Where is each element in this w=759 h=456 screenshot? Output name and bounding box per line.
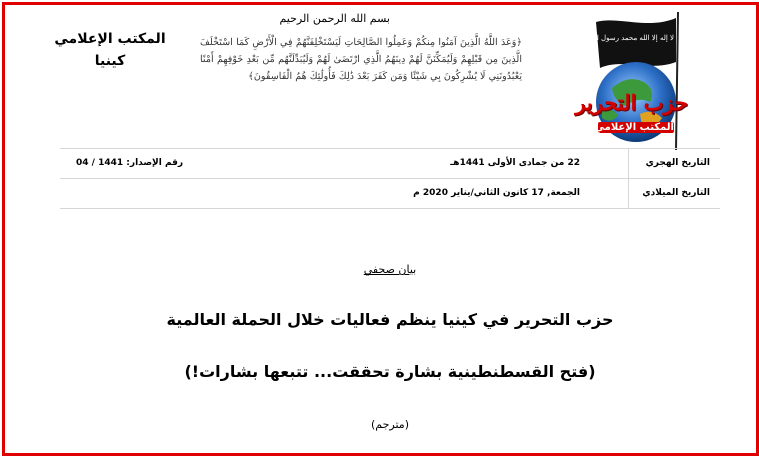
document-type: بيان صحفي <box>363 263 417 276</box>
meta-divider-top <box>60 148 720 149</box>
translated-note: (مترجم) <box>371 418 409 431</box>
gregorian-label: التاريخ الميلادي <box>642 188 710 198</box>
logo-name: حزب التحرير <box>575 90 688 115</box>
logo-subtitle: المكتب الإعلامي <box>594 122 674 133</box>
hizb-logo <box>575 10 688 150</box>
media-office-label <box>40 28 180 72</box>
office-country: كينيا <box>94 53 126 69</box>
hijri-label: التاريخ الهجري <box>645 158 710 168</box>
sub-headline: (فتح القسطنطينية بشارة تحققت... تتبعها بشارات!) <box>184 362 596 381</box>
headline: حزب التحرير في كينيا ينظم فعاليات خلال الحملة العالمية <box>166 310 614 329</box>
office-title: المكتب الإعلامي <box>54 31 166 47</box>
bismillah-calligraphy: بسم الله الرحمن الرحيم <box>279 12 390 25</box>
meta-divider-bottom <box>60 208 720 209</box>
quran-verse: ﴿وَعَدَ اللَّهُ الَّذِينَ آمَنُوا مِنكُمْ وَعَمِلُوا الصَّالِحَاتِ لَيَسْتَخْلِفَنَّهُمْ فِي الْأَرْضِ كَمَا اسْتَخْلَفَ الَّذِينَ مِن قَبْلِهِمْ وَلَيُمَكِّنَنَّ لَهُمْ دِينَهُمُ الَّذِي ارْتَضَىٰ لَهُمْ وَلَيُبَدِّلَنَّهُم مِّن بَعْدِ خَوْفِهِمْ أَمْنًا يَعْبُدُونَنِي لَا يُشْرِكُونَ بِي شَيْئًا وَمَن كَفَرَ بَعْدَ ذَٰلِكَ فَأُولَٰئِكَ هُمُ الْفَاسِقُونَ﴾ <box>200 37 522 82</box>
meta-row-gregorian <box>60 182 720 206</box>
black-flag <box>588 18 676 68</box>
issue-number: رقم الإصدار: 1441 / 04 <box>76 158 184 168</box>
gregorian-value: الجمعة, 17 كانون الثاني/يناير 2020 م <box>413 188 580 198</box>
meta-divider-mid <box>60 178 720 179</box>
hijri-value: 22 من جمادى الأولى 1441هـ <box>450 158 580 168</box>
meta-column-divider <box>628 148 629 208</box>
meta-row-hijri <box>60 152 720 176</box>
logo-flag-text: لا إله إلا الله محمد رسول الله <box>588 34 674 42</box>
